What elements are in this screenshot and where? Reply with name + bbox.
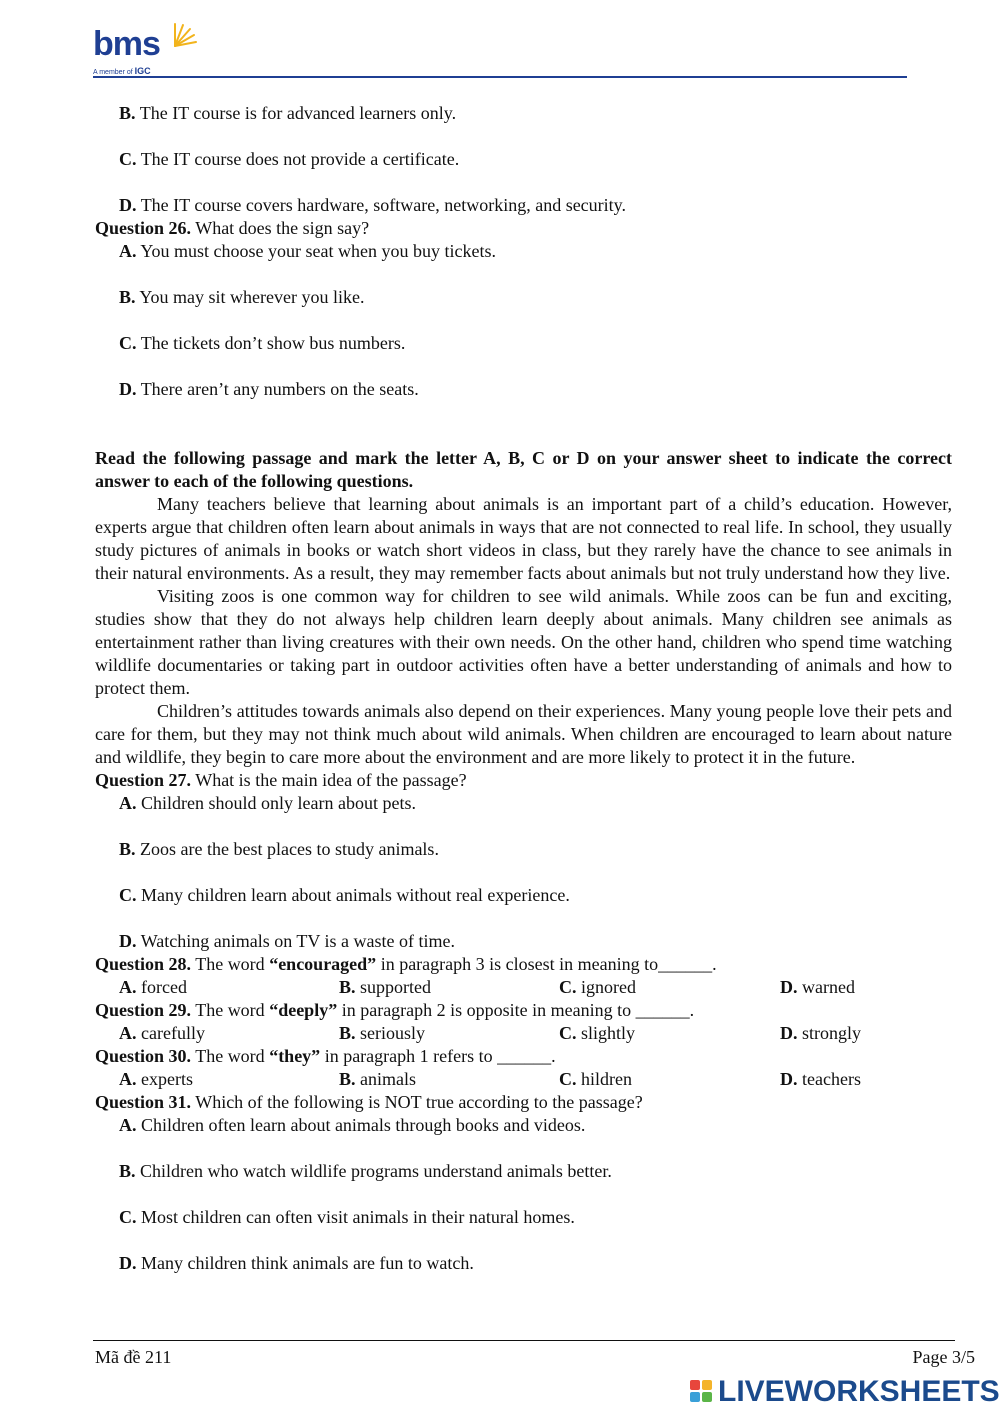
question-28: Question 28. The word “encouraged” in paragraph 3 is closest in meaning to______. bbox=[95, 954, 717, 974]
question-26: Question 26. What does the sign say? bbox=[95, 218, 370, 238]
q28-option-b: B. supported bbox=[339, 977, 432, 997]
question-27: Question 27. What is the main idea of the passage? bbox=[95, 770, 467, 790]
q30-options bbox=[119, 1068, 952, 1091]
exam-code: Mã đề 211 bbox=[95, 1347, 172, 1367]
q26-option-a: A. You must choose your seat when you buy tickets. bbox=[119, 241, 496, 261]
q25-option-c: C. The IT course does not provide a certificate. bbox=[119, 149, 460, 169]
q31-option-d: D. Many children think animals are fun to watch. bbox=[119, 1253, 474, 1273]
q27-option-c: C. Many children learn about animals without real experience. bbox=[119, 885, 570, 905]
q30-option-a: A. experts bbox=[119, 1069, 193, 1089]
q30-option-b: B. animals bbox=[339, 1069, 417, 1089]
footer-divider bbox=[93, 1340, 955, 1341]
page-number: Page 3/5 bbox=[912, 1347, 975, 1367]
q27-option-a: A. Children should only learn about pets. bbox=[119, 793, 416, 813]
liveworksheets-logo-icon bbox=[690, 1380, 712, 1402]
passage-paragraph-3: Children’s attitudes towards animals also depend on their experiences. Many young people love their pets and care for them, but they may not think much about wild animals. When children are encouraged to learn about nature and wildlife, they begin to care more about the environment and are more likely to protect it in the future. bbox=[95, 701, 952, 767]
q29-option-a: A. carefully bbox=[119, 1023, 205, 1043]
liveworksheets-watermark bbox=[690, 1374, 1000, 1408]
q28-option-c: C. ignored bbox=[559, 977, 636, 997]
q27-option-d: D. Watching animals on TV is a waste of time. bbox=[119, 931, 456, 951]
passage-paragraph-1: Many teachers believe that learning about animals is an important part of a child’s education. However, experts argue that children often learn about animals in ways that are not connected to real life. In school, they usually study pictures of animals in books or watch short videos in class, but they rarely have the chance to see animals in their natural environments. As a result, they may remember facts about animals but not truly understand how they live. bbox=[95, 494, 952, 583]
question-31: Question 31. Which of the following is NOT true according to the passage? bbox=[95, 1092, 643, 1112]
document-body bbox=[95, 102, 952, 1275]
header-divider bbox=[93, 76, 907, 78]
q31-option-c: C. Most children can often visit animals in their natural homes. bbox=[119, 1207, 575, 1227]
q29-option-b: B. seriously bbox=[339, 1023, 426, 1043]
q26-option-c: C. The tickets don’t show bus numbers. bbox=[119, 333, 406, 353]
q25-option-d: D. The IT course covers hardware, software, networking, and security. bbox=[119, 195, 627, 215]
bms-logo bbox=[93, 20, 203, 78]
question-30: Question 30. The word “they” in paragraph 1 refers to ______. bbox=[95, 1046, 556, 1066]
q29-option-c: C. slightly bbox=[559, 1023, 636, 1043]
passage-instruction: Read the following passage and mark the letter A, B, C or D on your answer sheet to indicate the correct answer to each of the following questions. bbox=[95, 448, 952, 491]
igc-brand: IGC bbox=[134, 66, 151, 76]
q29-option-d: D. strongly bbox=[780, 1023, 862, 1043]
passage-paragraph-2: Visiting zoos is one common way for children to see wild animals. While zoos can be fun and exciting, studies show that they do not always help children learn deeply about animals. Many children see animals as entertainment rather than living creatures with their own needs. On the other hand, children who spend time watching wildlife documentaries or taking part in outdoor activities often have a better understanding of animals and how to protect them. bbox=[95, 586, 952, 698]
question-29: Question 29. The word “deeply” in paragraph 2 is opposite in meaning to ______. bbox=[95, 1000, 695, 1020]
logo-text: bms bbox=[93, 25, 160, 63]
q28-option-a: A. forced bbox=[119, 977, 187, 997]
logo-subtitle: A member of IGC bbox=[93, 66, 151, 76]
watermark-text: LIVEWORKSHEETS bbox=[718, 1374, 1000, 1408]
q28-option-d: D. warned bbox=[780, 977, 855, 997]
q25-option-b: B. The IT course is for advanced learners only. bbox=[119, 103, 457, 123]
q27-option-b: B. Zoos are the best places to study animals. bbox=[119, 839, 439, 859]
q30-option-d: D. teachers bbox=[780, 1069, 861, 1089]
q29-options bbox=[119, 1022, 952, 1045]
q28-options bbox=[119, 976, 952, 999]
q26-option-b: B. You may sit wherever you like. bbox=[119, 287, 365, 307]
sun-rays-icon bbox=[169, 20, 199, 50]
q26-option-d: D. There aren’t any numbers on the seats. bbox=[119, 379, 419, 399]
q30-option-c: C. hildren bbox=[559, 1069, 632, 1089]
q31-option-a: A. Children often learn about animals through books and videos. bbox=[119, 1115, 586, 1135]
q31-option-b: B. Children who watch wildlife programs understand animals better. bbox=[119, 1161, 612, 1181]
page-header bbox=[0, 0, 1000, 82]
